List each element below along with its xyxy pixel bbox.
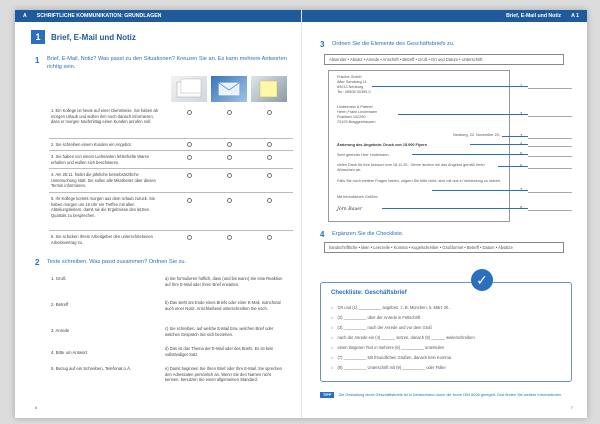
description-d: d) Das ist das Thema der E-Mail oder des Briefs. Es ist kein vollständiger Satz. (165, 346, 274, 357)
checklist-item-6: ○ (7) __________ Mit freundlichen Grüßen, danach kein Komma (331, 355, 452, 360)
radio-icon: ○ (331, 365, 334, 370)
checkbox-3-note[interactable] (267, 155, 272, 160)
checklist-item-2: ○ (2) __________ über der Anrede in Fettschrift (331, 315, 421, 320)
left-header-bar (15, 10, 301, 22)
business-letter (328, 70, 510, 222)
answer-line-6[interactable] (528, 168, 572, 169)
checkbox-5-email[interactable] (227, 198, 232, 203)
unit-number: 1 (31, 30, 45, 44)
task4-word-box: handschriftliche • klein • Leerzeile • Komma • Kugelschreiber • Grußformel • Betreff • Datum • Absätze (324, 242, 564, 253)
statement-1: 1. Ein Kollege ist heute auf einer Dienstreise. Sie haben ab morgen Urlaub und wollen ihm noch danach informieren, dass er morgen Nachmittag einen Kunden anrufen soll. (51, 108, 158, 125)
checkbox-3-letter[interactable] (187, 155, 192, 160)
checkbox-4-letter[interactable] (187, 173, 192, 178)
line-label-4: 4. (520, 141, 524, 146)
answer-line-2[interactable] (528, 116, 572, 117)
checklist-item-5: ○ einen längeren Text in mehrere (6) __________ unterteilen (331, 345, 445, 350)
tip-label: TIPP (320, 392, 334, 398)
statement-5: 5. Ihr Kollege kommt morgen aus dem Urlaub zurück. Sie haben morgen um 16 Uhr ein Treffen mit allen Abteilungsleitern, damit sie die Ergebnisse des letzten Quartals zu besprechen. (51, 196, 155, 218)
task1-question: Brief, E-Mail, Notiz? Was passt zu den Situationen? Kreuzen Sie an. Es kann mehrere Antworten richtig sein. (47, 56, 287, 70)
answer-line-3[interactable] (528, 138, 572, 139)
description-e: e) Damit beginnen Sie Ihren Brief oder Ihre E-Mail. Sie sprechen den Adressaten persönlich an. Wenn Sie den Namen nicht kennen, benutzen Sie einen allgemeinen Standard. (165, 366, 282, 383)
item-1: 1. Gruß (51, 276, 66, 281)
checkbox-4-email[interactable] (227, 173, 232, 178)
checkbox-2-note[interactable] (267, 142, 272, 147)
statement-2: 2. Sie schreiben einem Kunden ein Angebot. (51, 142, 132, 147)
radio-icon: ○ (331, 345, 334, 350)
task4-number: 4 (320, 230, 325, 239)
item-3: 3. Anrede (51, 328, 70, 333)
task4-question: Ergänzen Sie die Checkliste. (332, 231, 404, 237)
letter-subject: Änderung des Angebots: Druck von 15.000 Flyern (337, 143, 427, 147)
checkbox-5-letter[interactable] (187, 198, 192, 203)
checklist-title: Checkliste: Geschäftsbrief (331, 290, 407, 296)
right-header-bar (302, 10, 587, 22)
item-2: 2. Betreff (51, 302, 69, 307)
left-page-number: 6 (35, 405, 38, 410)
task2-number: 2 (35, 258, 40, 267)
letter-closing: Mit freundlichen Grüßen (337, 195, 378, 199)
statement-3: 3. Sie haben von einem Lieferanten fehlerhafte Waren erhalten und wollen sich beschweren. (51, 154, 150, 165)
task2-question: Texte schreiben. Was passt zusammen? Ordnen Sie zu. (47, 259, 187, 265)
letter-photo (171, 76, 207, 102)
right-header-number: A 1 (571, 13, 579, 19)
answer-line-1[interactable] (528, 88, 572, 89)
checkbox-1-email[interactable] (227, 110, 232, 115)
checklist-item-4: ○ nach der Anrede ein (4) ______ setzen, danach (5) ______ weiterschreiben (331, 335, 475, 340)
right-header-title: Brief, E-Mail und Notiz (506, 13, 562, 19)
checkbox-5-note[interactable] (267, 198, 272, 203)
line-label-6: 6. (520, 163, 524, 168)
task3-word-box: Absender • Absatz • Anrede • Anschrift • Betreff • Gruß • Ort und Datum • Unterschrift (324, 54, 564, 65)
answer-line-7[interactable] (528, 192, 572, 193)
checkmark-icon: ✓ (471, 269, 493, 291)
checkbox-6-email[interactable] (227, 235, 232, 240)
left-header-number: A (23, 13, 27, 19)
task1-number: 1 (35, 56, 40, 65)
checklist-box (320, 271, 572, 382)
unit-title: Brief, E-Mail und Notiz (51, 32, 136, 42)
statement-4: 4. Am 28.11. findet die jährliche betriebsärztliche Untersuchung statt. Sie sollen alle Mitarbeiter über diesen Termin informieren. (51, 172, 156, 189)
line-label-8: 8. (520, 205, 524, 210)
line-label-1: 1. (520, 83, 524, 88)
left-page (15, 10, 301, 418)
checkbox-1-note[interactable] (267, 110, 272, 115)
radio-icon: ○ (331, 325, 334, 330)
letter-signature: Jörn Bauer (337, 207, 363, 212)
checklist-item-3: ○ (3) __________ nach der Anrede und vor dem Gruß (331, 325, 432, 330)
checkbox-4-note[interactable] (267, 173, 272, 178)
letter-sender: Frische GmbH Alter Sandweg 11 69013 Neuburg Tel.: 06508 30399-0 (337, 75, 371, 95)
letter-recipient: Lindemann & Partner Herrn Frank Lindemann Postfach 102290 70193 Braggenhausen (337, 105, 378, 125)
line-label-5: 5. (520, 151, 524, 156)
checkbox-3-email[interactable] (227, 155, 232, 160)
item-4: 4. Bitte um Antwort (51, 350, 88, 355)
checklist-item-1: ○ Ort und (1) __________ angeben, z. B. München, 5. März 20.. (331, 305, 451, 310)
description-a: a) Sie formulieren höflich, dass (und bis wann) Sie eine Reaktion auf Ihre E-Mail oder Ihren Brief erwarten. (165, 276, 283, 287)
answer-line-4[interactable] (528, 146, 572, 147)
line-label-3: 3. (520, 133, 524, 138)
line-label-7: 7. (520, 187, 524, 192)
checkbox-1-letter[interactable] (187, 110, 192, 115)
task3-question: Ordnen Sie die Elemente des Geschäftsbriefs zu. (332, 41, 455, 47)
radio-icon: ○ (331, 355, 334, 360)
letter-body-1: vielen Dank für Ihre Antwort vom 18.11.20.. Gerne ändern wir das Angebot gemäß Ihren Wünschen ab. (337, 163, 485, 173)
right-page (301, 10, 587, 418)
tip-box (320, 392, 572, 406)
answer-line-5[interactable] (528, 156, 572, 157)
line-label-2: 2. (520, 111, 524, 116)
checkbox-2-letter[interactable] (187, 142, 192, 147)
left-header-title: SCHRIFTLICHE KOMMUNIKATION: GRUNDLAGEN (36, 13, 162, 19)
radio-icon: ○ (331, 315, 334, 320)
statement-6: 6. Sie schicken Ihrem Arbeitgeber den unterschriebenen Arbeitsvertrag zu. (51, 234, 153, 245)
right-page-number: 7 (570, 405, 573, 410)
letter-body-2: Falls Sie noch weitere Fragen haben, zögern Sie bitte nicht, sich mit uns in Verbindung zu setzen. (337, 179, 502, 183)
email-photo (211, 76, 247, 102)
radio-icon: ○ (331, 305, 334, 310)
answer-line-8[interactable] (528, 210, 572, 211)
note-photo (251, 76, 287, 102)
description-b: b) Das steht am Ende eines Briefs oder einer E-Mail, manchmal auch einer Notiz. Anschließend unterschreiben Sie noch. (165, 300, 281, 311)
checkbox-2-email[interactable] (227, 142, 232, 147)
radio-icon: ○ (331, 335, 334, 340)
checkbox-6-note[interactable] (267, 235, 272, 240)
task3-number: 3 (320, 40, 325, 49)
unit-heading (31, 30, 136, 44)
book-spread (15, 10, 587, 418)
description-c: c) Sie schreiben, auf welche E-Mail bzw. welchen Brief oder welches Gespräch Sie sich beziehen. (165, 326, 274, 337)
letter-salutation: Sehr geehrter Herr Lindemann, (337, 153, 390, 157)
item-5: 5. Bezug auf ein Schreiben, Telefonat o.Ä. (51, 366, 132, 371)
checklist-item-7: ○ (8) __________ Unterschrift mit (9) __________ oder Füller (331, 365, 446, 370)
checkbox-6-letter[interactable] (187, 235, 192, 240)
letter-date: Neuburg, 22. November 20.. (453, 133, 501, 137)
tip-text: Die Gestaltung eines Geschäftsbriefs ist in Deutschland durch die Norm DIN 5008 geregelt. Dort finden Sie weitere Informationen. (338, 392, 563, 397)
